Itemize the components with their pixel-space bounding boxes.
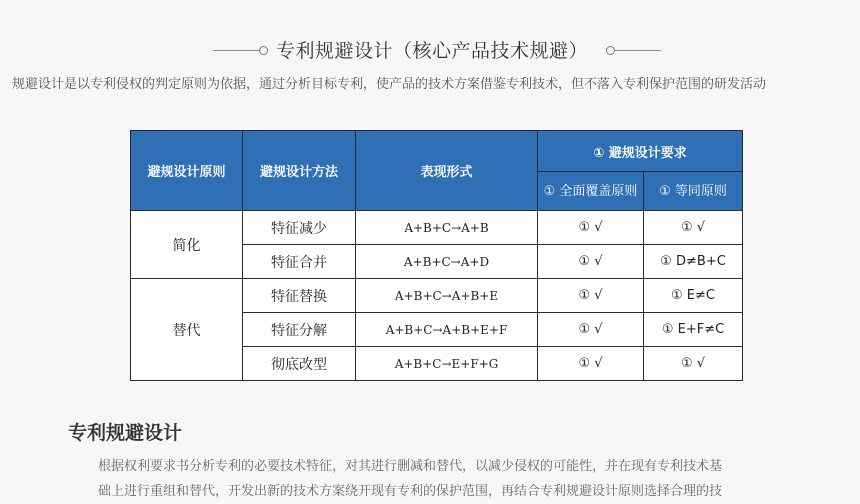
page-title: 专利规避设计（核心产品技术规避） <box>276 40 589 62</box>
equivalence-cell: ① √ <box>644 347 743 381</box>
table-row <box>131 279 743 313</box>
section-title: 专利规避设计 <box>68 422 183 444</box>
full-coverage-cell: ① √ <box>538 211 644 245</box>
section-body-line: 础上进行重组和替代，开发出新的技术方案绕开现有专利的保护范围，再结合专利规避设计原则选择合理的技 <box>98 484 723 499</box>
section-body <box>98 454 798 504</box>
section-body-line: 根据权利要求书分析专利的必要技术特征，对其进行删减和替代，以减少侵权的可能性，并在现有专利技术基 <box>98 459 723 474</box>
method-cell: 特征替换 <box>243 279 356 313</box>
header-principle: 避规设计原则 <box>131 131 243 211</box>
form-cell: A+B+C→A+B+E <box>356 279 538 313</box>
full-coverage-cell: ① √ <box>538 279 644 313</box>
header-method: 避规设计方法 <box>243 131 356 211</box>
header-right-circle-icon <box>606 46 615 55</box>
form-cell: A+B+C→A+D <box>356 245 538 279</box>
form-cell: A+B+C→E+F+G <box>356 347 538 381</box>
avoidance-design-table <box>130 130 743 381</box>
page-subtitle: 规避设计是以专利侵权的判定原则为依据，通过分析目标专利，使产品的技术方案借鉴专利技术，但不落入专利保护范围的研发活动 <box>12 77 767 92</box>
full-coverage-cell: ① √ <box>538 245 644 279</box>
equivalence-cell: ① D≠B+C <box>644 245 743 279</box>
form-cell: A+B+C→A+B <box>356 211 538 245</box>
header-right-line <box>615 50 661 51</box>
equivalence-cell: ① √ <box>644 211 743 245</box>
header-left-circle-icon <box>259 46 268 55</box>
header-left-line <box>213 50 259 51</box>
header-form: 表现形式 <box>356 131 538 211</box>
method-cell: 彻底改型 <box>243 347 356 381</box>
form-cell: A+B+C→A+B+E+F <box>356 313 538 347</box>
full-coverage-cell: ① √ <box>538 313 644 347</box>
method-cell: 特征减少 <box>243 211 356 245</box>
header-full-coverage: ① 全面覆盖原则 <box>538 172 644 211</box>
header-equivalence: ① 等同原则 <box>644 172 743 211</box>
header-requirement: ① 避规设计要求 <box>538 131 743 172</box>
principle-cell: 替代 <box>131 279 243 381</box>
principle-cell: 简化 <box>131 211 243 279</box>
method-cell: 特征合并 <box>243 245 356 279</box>
equivalence-cell: ① E+F≠C <box>644 313 743 347</box>
page-header <box>0 38 860 64</box>
full-coverage-cell: ① √ <box>538 347 644 381</box>
equivalence-cell: ① E≠C <box>644 279 743 313</box>
method-cell: 特征分解 <box>243 313 356 347</box>
table-row <box>131 211 743 245</box>
